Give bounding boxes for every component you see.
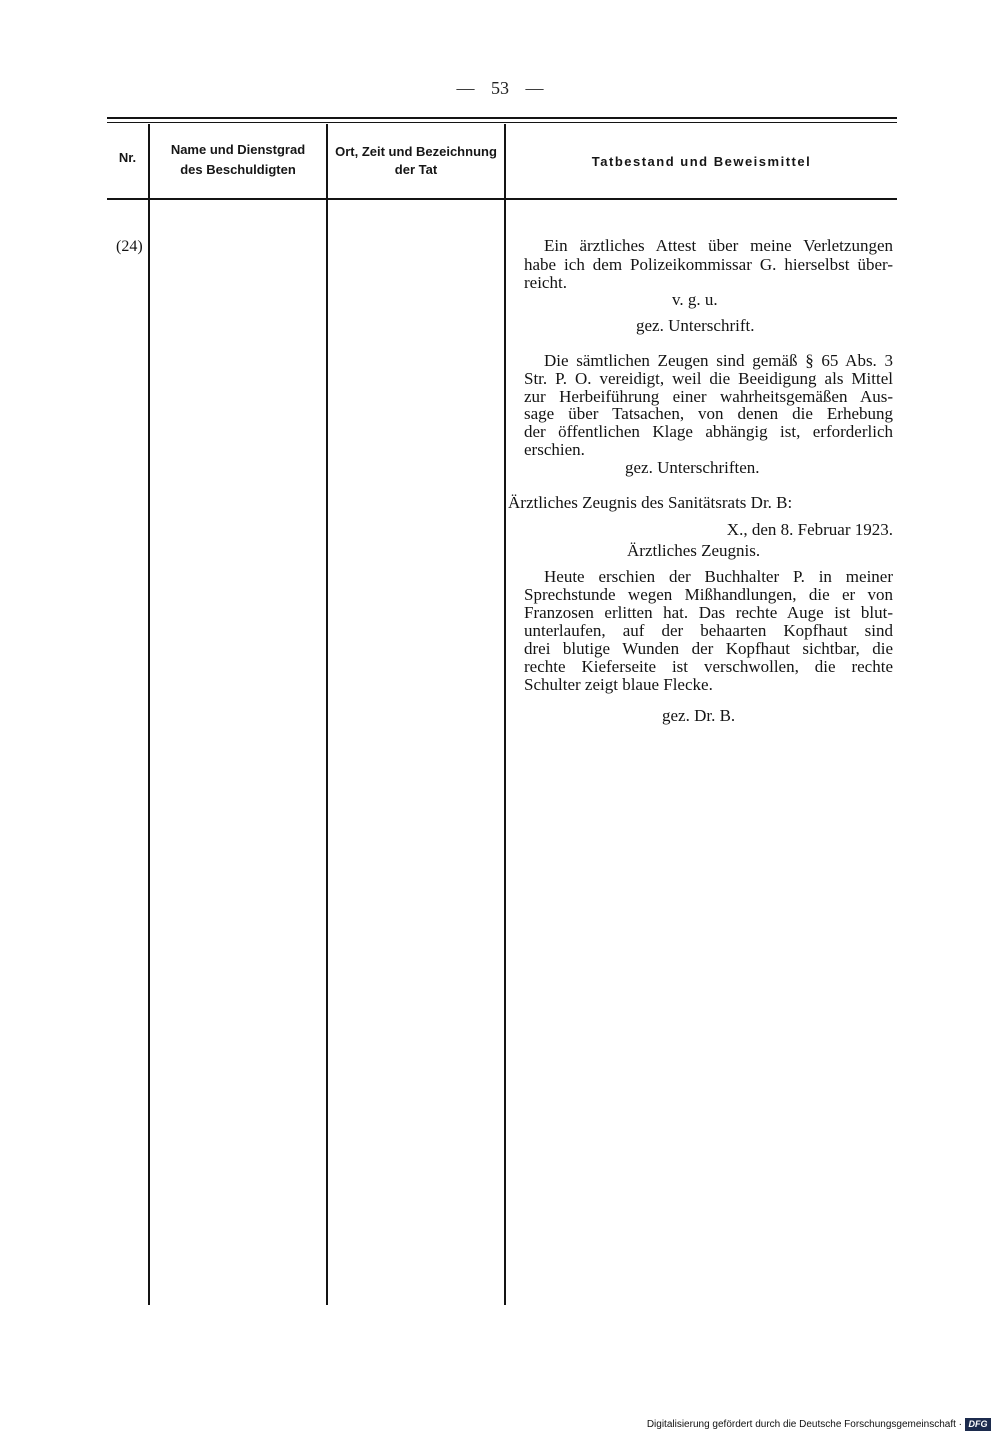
entry-number: (24) [116, 238, 143, 255]
oath-line: sage über Tatsachen, von denen die Erhebung [524, 404, 893, 423]
header-nr: Nr. [118, 150, 137, 165]
header-name-line-1: Name und Dienstgrad [170, 142, 306, 157]
table-top-rule-thin [107, 122, 897, 123]
column-divider-ort-tatbestand [504, 124, 506, 1305]
certificate-line: Sprechstunde wegen Mißhandlungen, die er von [524, 585, 893, 604]
dfg-logo: DFG [965, 1418, 991, 1431]
table-top-rule-thick [107, 117, 897, 119]
digitization-funding-note: Digitalisierung gefördert durch die Deutsche Forschungsgemeinschaft · [646, 1419, 962, 1430]
attest-line: habe ich dem Polizeikommissar G. hierselbst über- [524, 255, 893, 274]
attest-line: reicht. [524, 273, 567, 292]
certificate-line: drei blutige Wunden der Kopfhaut sichtbar, die [524, 639, 893, 658]
column-divider-nr-name [148, 124, 150, 1305]
certificate-line: Heute erschien der Buchhalter P. in meiner [544, 567, 893, 586]
certificate-line: Franzosen erlitten hat. Das rechte Auge ist blut- [524, 603, 893, 622]
oath-line: Str. P. O. vereidigt, weil die Beeidigung als Mittel [524, 369, 893, 388]
certificate-title: Ärztliches Zeugnis. [627, 541, 761, 560]
oath-signature: gez. Unterschriften. [625, 458, 760, 477]
header-ort-line-2: der Tat [394, 162, 438, 177]
oath-line: der öffentlichen Klage abhängig ist, erforderlich [524, 422, 893, 441]
attest-line: Ein ärztliches Attest über meine Verletzungen [544, 236, 893, 255]
attest-signature: gez. Unterschrift. [636, 316, 755, 335]
column-divider-name-ort [326, 124, 328, 1305]
certificate-line: Schulter zeigt blaue Flecke. [524, 675, 713, 694]
page-number: — 53 — [456, 78, 544, 98]
oath-line: zur Herbeiführung einer wahrheitsgemäßen Aus- [524, 387, 893, 406]
certificate-line: unterlaufen, auf der behaarten Kopfhaut sind [524, 621, 893, 640]
certificate-signature: gez. Dr. B. [662, 706, 736, 725]
attest-closing: v. g. u. [672, 290, 718, 309]
oath-line: Die sämtlichen Zeugen sind gemäß § 65 Abs. 3 [544, 351, 893, 370]
certificate-heading: Ärztliches Zeugnis des Sanitätsrats Dr. B: [508, 493, 793, 512]
oath-line: erschien. [524, 440, 585, 459]
header-name-line-2: des Beschuldigten [180, 162, 296, 177]
header-ort-line-1: Ort, Zeit und Bezeichnung [335, 144, 497, 159]
certificate-dateline: X., den 8. Februar 1923. [726, 520, 893, 539]
table-header-rule [107, 198, 897, 200]
header-tatbestand: Tatbestand und Beweismittel [591, 154, 812, 169]
certificate-line: rechte Kieferseite ist verschwollen, die rechte [524, 657, 893, 676]
